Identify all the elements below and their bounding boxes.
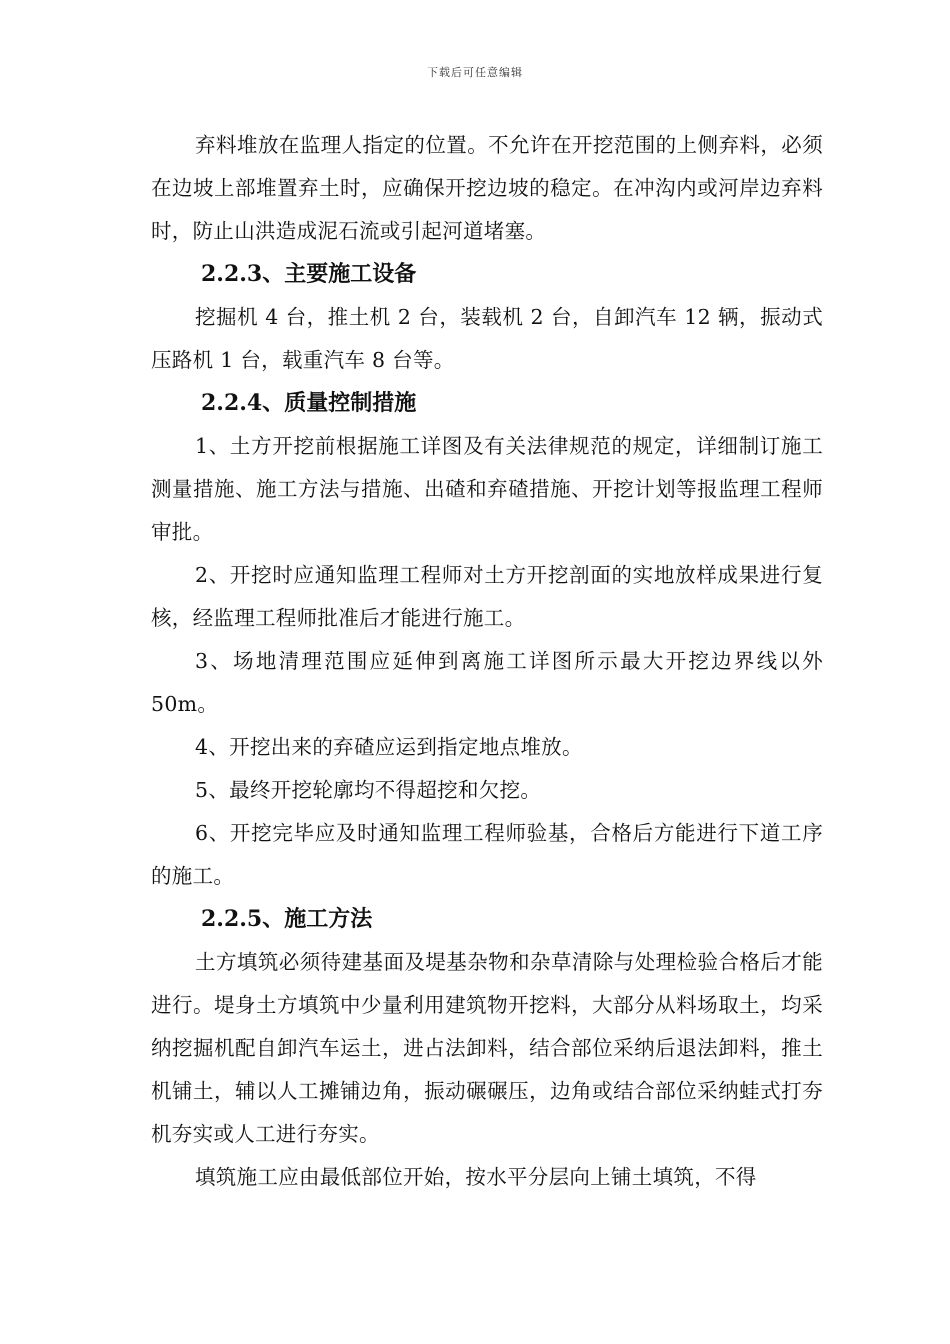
paragraph-quality-4: 4、开挖出来的弃碴应运到指定地点堆放。	[195, 735, 583, 759]
paragraph-quality-3: 3、场地清理范围应延伸到离施工详图所示最大开挖边界线以外50m。	[151, 649, 823, 716]
paragraph-method-2: 填筑施工应由最低部位开始，按水平分层向上铺土填筑，不得	[195, 1165, 757, 1189]
paragraph-method-1: 土方填筑必须待建基面及堤基杂物和杂草清除与处理检验合格后才能进行。堤身土方填筑中少量利用建筑物开挖料，大部分从料场取土，均采纳挖掘机配自卸汽车运土，进占法卸料，结合部位采纳后退法卸料，推土机铺土，辅以人工摊铺边角，振动碾碾压，边角或结合部位采纳蛙式打夯机夯实或人工进行夯实。	[151, 950, 823, 1146]
paragraph-quality-5: 5、最终开挖轮廓均不得超挖和欠挖。	[195, 778, 542, 802]
paragraph-quality-2: 2、开挖时应通知监理工程师对土方开挖剖面的实地放样成果进行复核，经监理工程师批准后才能进行施工。	[151, 563, 823, 630]
section-heading-2-2-3: 2.2.3、主要施工设备	[201, 261, 417, 287]
paragraph-quality-1: 1、土方开挖前根据施工详图及有关法律规范的规定，详细制订施工测量措施、施工方法与措施、出碴和弃碴措施、开挖计划等报监理工程师审批。	[151, 434, 823, 544]
section-heading-2-2-5: 2.2.5、施工方法	[201, 906, 373, 932]
paragraph-quality-6: 6、开挖完毕应及时通知监理工程师验基，合格后方能进行下道工序的施工。	[151, 821, 823, 888]
paragraph-spoil-disposal: 弃料堆放在监理人指定的位置。不允许在开挖范围的上侧弃料，必须在边坡上部堆置弃土时，应确保开挖边坡的稳定。在冲沟内或河岸边弃料时，防止山洪造成泥石流或引起河道堵塞。	[151, 133, 823, 243]
page-header: 下载后可任意编辑	[427, 66, 523, 79]
document-body	[151, 124, 823, 1199]
paragraph-equipment: 挖掘机 4 台，推土机 2 台，装载机 2 台，自卸汽车 12 辆，振动式压路机 1 台，载重汽车 8 台等。	[151, 305, 823, 372]
section-heading-2-2-4: 2.2.4、质量控制措施	[201, 390, 417, 416]
